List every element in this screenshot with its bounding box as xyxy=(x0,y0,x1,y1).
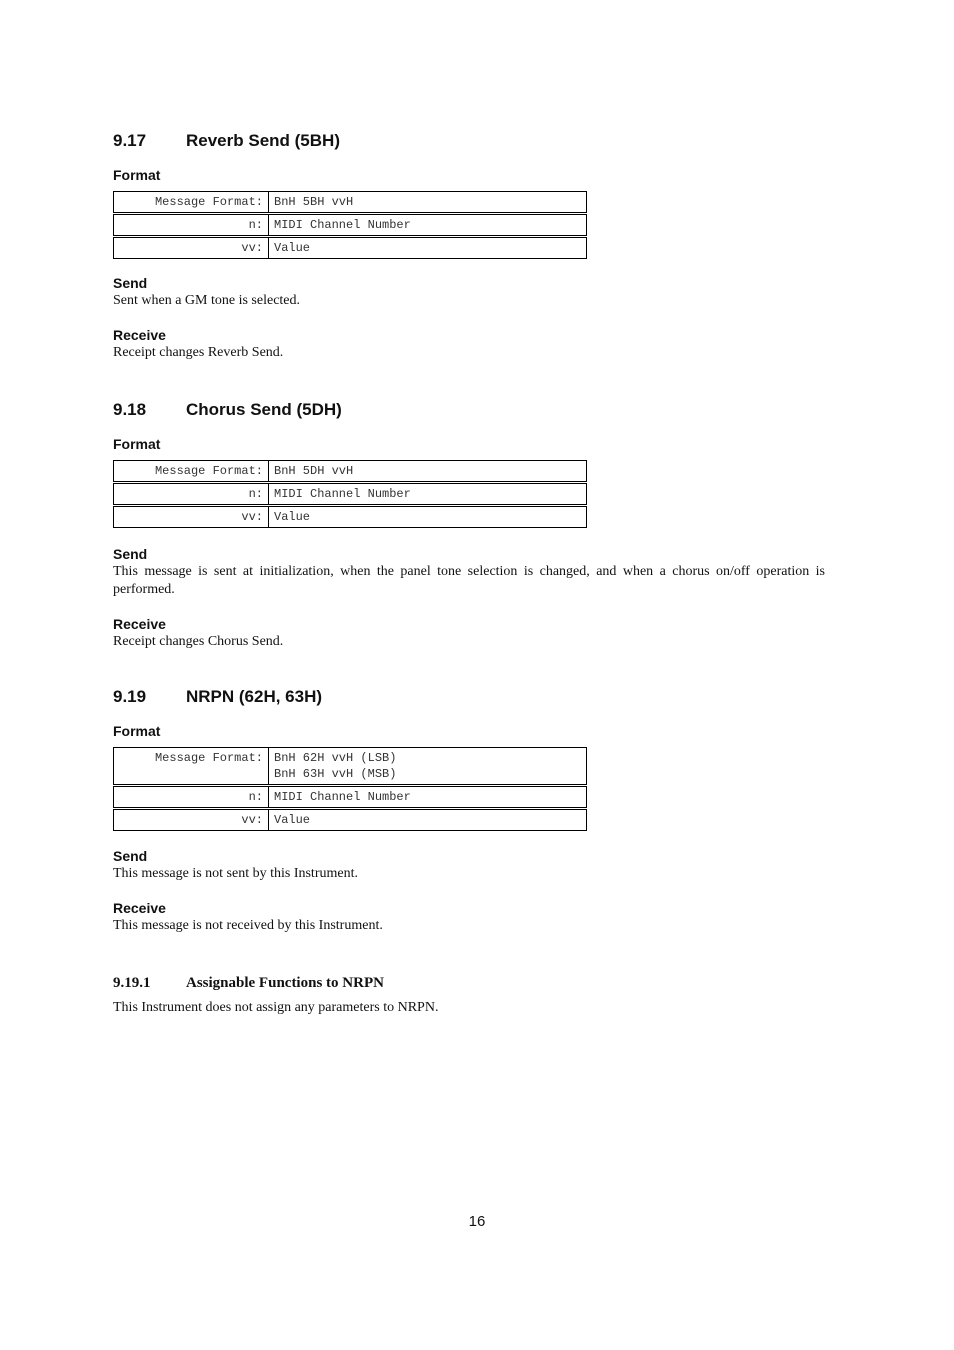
table-label: Message Format: xyxy=(114,748,269,786)
section-reverb-send xyxy=(113,130,825,362)
format-table xyxy=(113,460,587,528)
table-row xyxy=(114,786,587,809)
table-value xyxy=(269,748,587,786)
section-number: 9.18 xyxy=(113,400,147,419)
section-number: 9.17 xyxy=(113,131,147,150)
table-label: n: xyxy=(114,214,269,237)
format-heading: Format xyxy=(113,723,161,739)
table-value: MIDI Channel Number xyxy=(269,214,587,237)
send-text: This message is sent at initialization, when the panel tone selection is changed, and when a chorus on/off operation is performed. xyxy=(113,564,825,597)
table-value: BnH 5DH vvH xyxy=(269,461,587,483)
table-label: n: xyxy=(114,483,269,506)
section-title: Chorus Send (5DH) xyxy=(186,400,342,419)
section-heading xyxy=(113,399,825,421)
section-title: NRPN (62H, 63H) xyxy=(186,687,323,706)
section-nrpn xyxy=(113,686,825,935)
subsection-number: 9.19.1 xyxy=(113,975,151,991)
table-row xyxy=(114,192,587,214)
table-value: Value xyxy=(269,506,587,528)
section-heading xyxy=(113,130,825,152)
table-label: Message Format: xyxy=(114,192,269,214)
send-heading: Send xyxy=(113,848,148,864)
section-number: 9.19 xyxy=(113,687,147,706)
receive-text: Receipt changes Reverb Send. xyxy=(113,345,284,360)
subsection-title: Assignable Functions to NRPN xyxy=(186,975,384,991)
table-row xyxy=(114,483,587,506)
subsection-heading xyxy=(113,974,825,992)
format-table xyxy=(113,747,587,831)
page-number: 16 xyxy=(468,1213,486,1230)
subsection-text: This Instrument does not assign any parameters to NRPN. xyxy=(113,1000,439,1015)
table-value: MIDI Channel Number xyxy=(269,786,587,809)
table-row xyxy=(114,506,587,528)
send-text: This message is not sent by this Instrument. xyxy=(113,866,358,881)
table-row xyxy=(114,237,587,259)
table-row xyxy=(114,461,587,483)
send-heading: Send xyxy=(113,275,148,291)
table-label: vv: xyxy=(114,237,269,259)
table-row xyxy=(114,214,587,237)
section-heading xyxy=(113,686,825,708)
section-title: Reverb Send (5BH) xyxy=(186,131,340,150)
receive-heading: Receive xyxy=(113,327,166,343)
table-row xyxy=(114,748,587,786)
receive-text: Receipt changes Chorus Send. xyxy=(113,634,284,649)
table-value: MIDI Channel Number xyxy=(269,483,587,506)
table-label: vv: xyxy=(114,506,269,528)
subsection-assignable-functions xyxy=(113,974,825,1017)
send-text: Sent when a GM tone is selected. xyxy=(113,293,301,308)
table-label: n: xyxy=(114,786,269,809)
table-row xyxy=(114,809,587,831)
format-table xyxy=(113,191,587,259)
table-value-line: BnH 62H vvH (LSB) xyxy=(274,751,397,765)
table-value: BnH 5BH vvH xyxy=(269,192,587,214)
send-heading: Send xyxy=(113,546,148,562)
section-chorus-send xyxy=(113,399,825,651)
format-heading: Format xyxy=(113,436,161,452)
table-value: Value xyxy=(269,237,587,259)
receive-text: This message is not received by this Instrument. xyxy=(113,918,383,933)
receive-heading: Receive xyxy=(113,616,166,632)
table-label: Message Format: xyxy=(114,461,269,483)
format-heading: Format xyxy=(113,167,161,183)
table-value: Value xyxy=(269,809,587,831)
table-label: vv: xyxy=(114,809,269,831)
table-value-line: BnH 63H vvH (MSB) xyxy=(274,767,397,781)
receive-heading: Receive xyxy=(113,900,166,916)
